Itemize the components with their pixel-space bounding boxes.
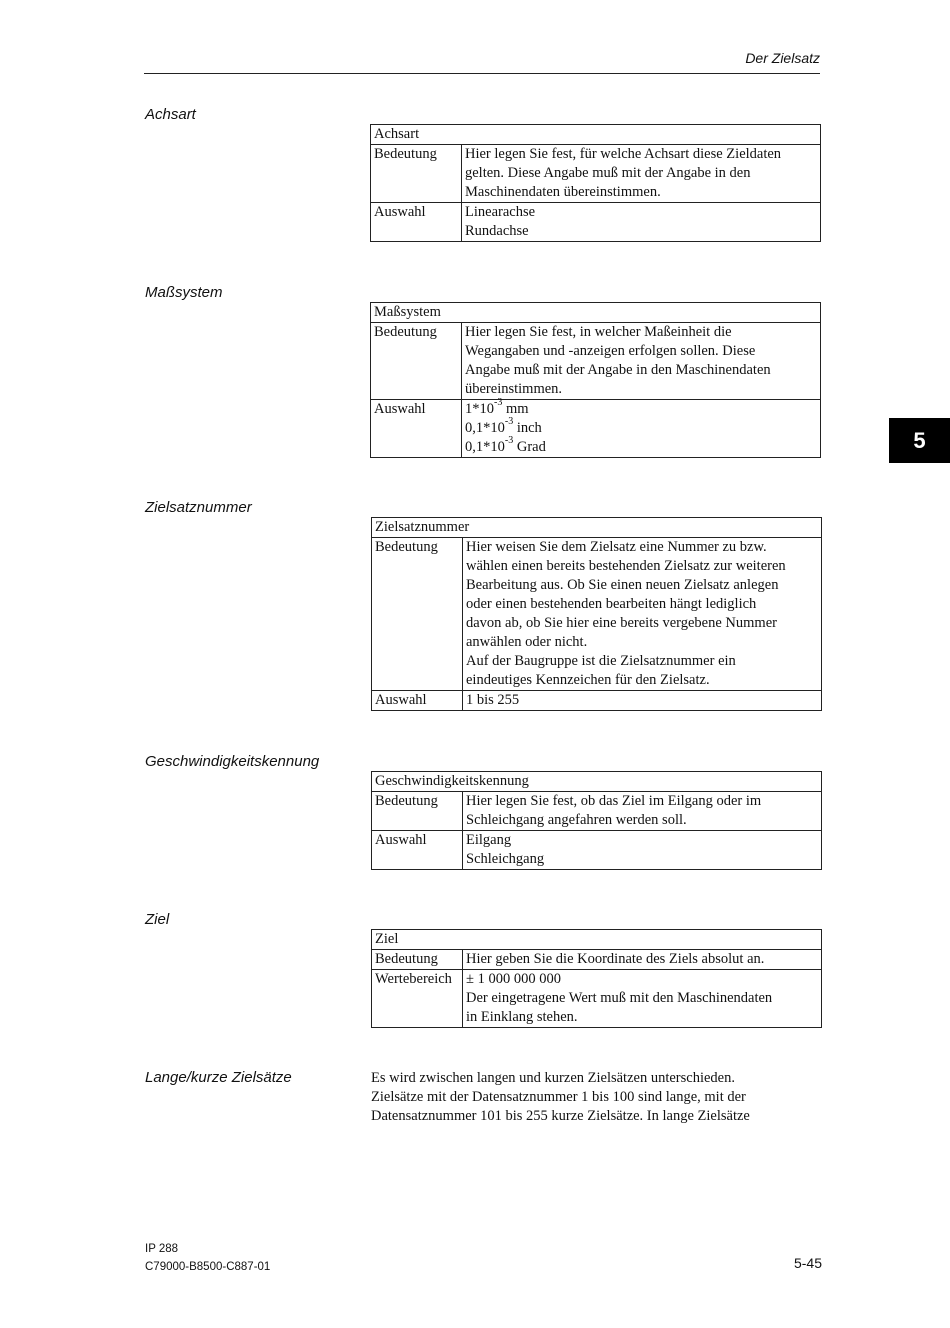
text-line: ± 1 000 000 000 [466,971,561,987]
option-line: Linearachse [465,204,536,220]
text-line: Hier legen Sie fest, für welche Achsart diese Zieldaten [465,146,782,162]
footer-left [145,1240,270,1276]
table-masssystem [370,302,821,458]
row-value-bedeutung [462,323,821,400]
option-exponent: -3 [504,416,514,428]
option-base: 1*10 [465,401,494,417]
table-title: Geschwindigkeitskennung [372,772,822,792]
row-value-bedeutung [463,538,822,691]
row-label-bedeutung: Bedeutung [372,792,463,831]
text-line: Bearbeitung aus. Ob Sie einen neuen Zielsatz anlegen [466,577,779,593]
option-exponent: -3 [494,397,503,409]
page-number: 5-45 [793,1255,822,1271]
text-line: Hier geben Sie die Koordinate des Ziels absolut an. [466,951,765,967]
row-value-bedeutung [463,950,822,970]
text-line: Hier weisen Sie dem Zielsatz eine Nummer zu bzw. [466,539,767,555]
row-label-bedeutung: Bedeutung [371,323,462,400]
text-line: übereinstimmen. [465,381,563,397]
table-title: Achsart [371,125,821,145]
option-base: 0,1*10 [465,439,505,455]
text-line: eindeutiges Kennzeichen für den Zielsatz. [466,672,710,688]
option-line [465,416,817,438]
table-zielsatznummer [371,517,822,711]
text-line: Zielsätze mit der Datensatznummer 1 bis 100 sind lange, mit der [371,1089,746,1105]
option-unit: Grad [513,439,546,455]
table-achsart [370,124,821,242]
text-line: Hier legen Sie fest, in welcher Maßeinheit die [465,324,732,340]
section-label-achsart: Achsart [145,106,196,123]
option-line [465,435,817,457]
text-line: Datensatznummer 101 bis 255 kurze Zielsätze. In lange Zielsätze [371,1108,750,1124]
text-line: oder einen bestehenden bearbeiten hängt lediglich [466,596,757,612]
option-exponent: -3 [504,435,514,447]
text-line: Schleichgang angefahren werden soll. [466,812,687,828]
row-label-bedeutung: Bedeutung [372,950,463,970]
row-label-wertebereich: Wertebereich [372,970,463,1028]
section-label-ziel: Ziel [145,911,170,928]
option-line: Eilgang [466,832,512,848]
text-line: Maschinendaten übereinstimmen. [465,184,661,200]
text-line: in Einklang stehen. [466,1009,578,1025]
text-line: Hier legen Sie fest, ob das Ziel im Eilgang oder im [466,793,762,809]
footer-order-number: C79000-B8500-C887-01 [145,1261,271,1273]
option-unit: mm [502,401,529,417]
chapter-tab: 5 [889,418,950,463]
table-title: Zielsatznummer [372,518,822,538]
paragraph-lange-kurze-zielsaetze [371,1069,750,1126]
row-label-auswahl: Auswahl [371,400,462,458]
row-value-auswahl [463,691,822,711]
running-header-title: Der Zielsatz [745,50,820,66]
row-label-auswahl: Auswahl [371,203,462,242]
option-base: 0,1*10 [465,420,505,436]
row-label-auswahl: Auswahl [372,691,463,711]
section-label-masssystem: Maßsystem [145,284,223,301]
table-geschwindigkeitskennung [371,771,822,870]
table-ziel [371,929,822,1028]
row-value-bedeutung [462,145,821,203]
option-unit: inch [513,420,542,436]
section-label-zielsatznummer: Zielsatznummer [145,499,252,516]
text-line: Der eingetragene Wert muß mit den Maschinendaten [466,990,773,1006]
section-label-geschwindigkeitskennung: Geschwindigkeitskennung [145,753,320,770]
row-label-bedeutung: Bedeutung [372,538,463,691]
option-line [465,397,817,419]
row-value-auswahl [462,203,821,242]
text-line: Es wird zwischen langen und kurzen Zielsätzen unterschieden. [371,1070,735,1086]
section-label-lange-kurze-zielsaetze: Lange/kurze Zielsätze [145,1069,292,1086]
row-value-auswahl [463,831,822,870]
text-line: Wegangaben und -anzeigen erfolgen sollen. Diese [465,343,756,359]
option-line: Rundachse [465,223,529,239]
row-label-bedeutung: Bedeutung [371,145,462,203]
table-title: Ziel [372,930,822,950]
option-line: 1 bis 255 [466,692,520,708]
text-line: Auf der Baugruppe ist die Zielsatznummer ein [466,653,736,669]
row-value-bedeutung [463,792,822,831]
text-line: gelten. Diese Angabe muß mit der Angabe in den [465,165,751,181]
text-line: Angabe muß mit der Angabe in den Maschinendaten [465,362,771,378]
text-line: davon ab, ob Sie hier eine bereits vergebene Nummer [466,615,777,631]
option-line: Schleichgang [466,851,545,867]
table-title: Maßsystem [371,303,821,323]
text-line: anwählen oder nicht. [466,634,588,650]
footer-product: IP 288 [145,1243,179,1255]
text-line: wählen einen bereits bestehenden Zielsatz zur weiteren [466,558,786,574]
row-value-auswahl [462,397,821,458]
header-rule [144,73,820,74]
row-label-auswahl: Auswahl [372,831,463,870]
row-value-wertebereich [463,970,822,1028]
